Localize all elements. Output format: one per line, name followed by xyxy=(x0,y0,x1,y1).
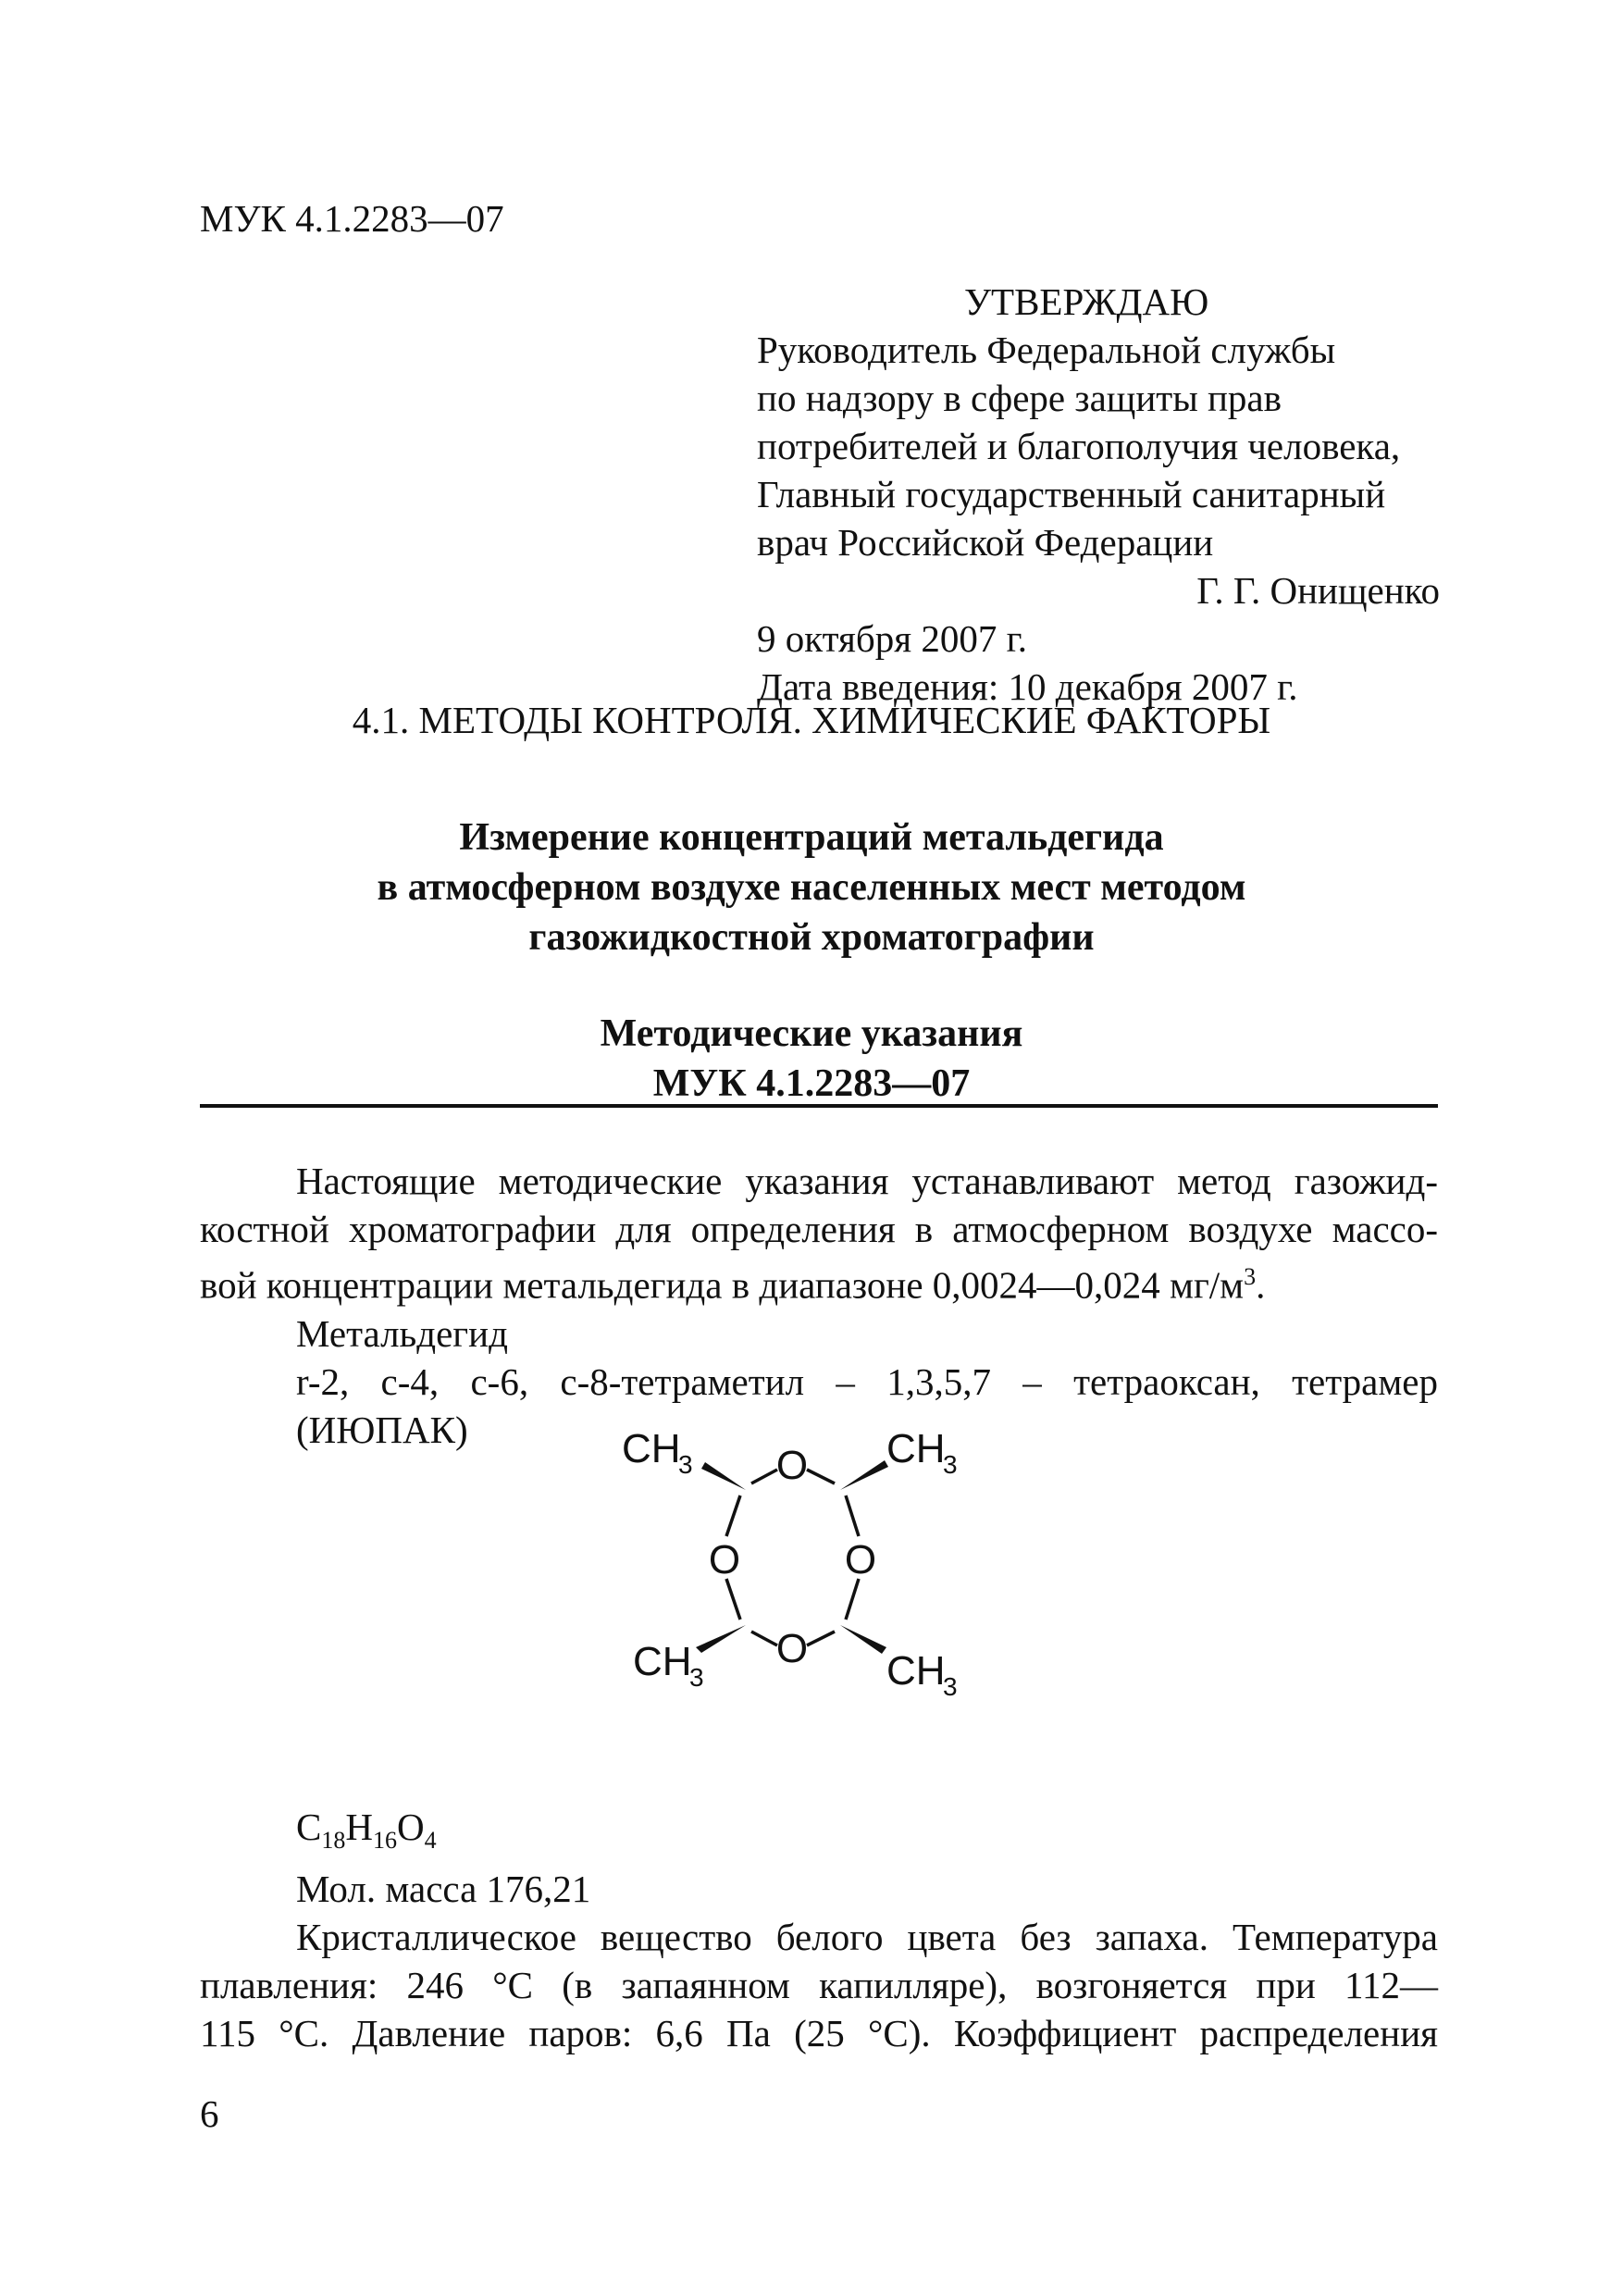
subtitle-code: МУК 4.1.2283—07 xyxy=(652,1062,971,1105)
title-line: Измерение концентраций метальдегида xyxy=(459,816,1164,859)
intro-line-end: . xyxy=(1256,1263,1266,1307)
ring-bond xyxy=(726,1579,740,1620)
ring-bond xyxy=(726,1496,740,1536)
approval-line: по надзору в сфере защиты прав xyxy=(757,377,1282,419)
unit-superscript: 3 xyxy=(1244,1263,1257,1290)
substance-name: Метальдегид xyxy=(296,1311,508,1355)
approval-word: УТВЕРЖДАЮ xyxy=(964,280,1209,323)
methyl-subscript: 3 xyxy=(943,1672,958,1701)
wedge-bond xyxy=(696,1625,746,1653)
oxygen-label: O xyxy=(775,1443,809,1488)
properties-line: Кристаллическое вещество белого цвета без запаха. Температура xyxy=(296,1916,1438,1959)
properties-line: плавления: 246 °С (в запаянном капилляре), возгоняется при 112— xyxy=(200,1964,1438,2007)
formula-subscript: 16 xyxy=(372,1827,397,1855)
methyl-subscript: 3 xyxy=(689,1663,704,1692)
oxygen-label: O xyxy=(775,1626,809,1671)
intro-line: Настоящие методические указания устанавливают метод газожид- xyxy=(296,1160,1438,1202)
wedge-bond xyxy=(840,1460,888,1490)
formula-element: H xyxy=(345,1806,373,1848)
subtitle-line: Методические указания xyxy=(600,1012,1023,1055)
title-line: газожидкостной хроматографии xyxy=(528,916,1095,959)
formula-subscript: 18 xyxy=(321,1827,346,1855)
document-subtitle xyxy=(0,1009,1623,1109)
intro-paragraph xyxy=(200,1157,1438,1454)
title-divider xyxy=(200,1104,1438,1108)
introduction-date: Дата введения: 10 декабря 2007 г. xyxy=(757,665,1298,708)
methyl-label: CH xyxy=(886,1426,946,1471)
methyl-subscript: 3 xyxy=(678,1450,693,1479)
methyl-label: CH xyxy=(622,1426,681,1471)
substance-data xyxy=(200,1803,1438,2057)
page-number: 6 xyxy=(200,2092,219,2135)
formula-element: O xyxy=(396,1806,425,1848)
molecular-formula xyxy=(200,1803,1438,1865)
ring-bond xyxy=(751,1470,777,1483)
formula-element: C xyxy=(296,1806,322,1848)
approval-line: Главный государственный санитарный xyxy=(757,473,1386,515)
methyl-label: CH xyxy=(633,1639,692,1684)
iupac-name: r-2, c-4, c-6, c-8-тетраметил – 1,3,5,7 – тетраоксан, тетрамер (ИЮПАК) xyxy=(296,1359,1438,1451)
formula-subscript: 4 xyxy=(424,1827,437,1855)
properties-line: 115 °С. Давление паров: 6,6 Па (25 °С). Коэффициент распределения xyxy=(200,2012,1438,2055)
approval-block xyxy=(757,278,1442,711)
ring-bond xyxy=(846,1496,859,1536)
wedge-bond xyxy=(701,1462,746,1490)
title-line: в атмосферном воздухе населенных мест методом xyxy=(377,866,1246,909)
document-code: МУК 4.1.2283—07 xyxy=(200,197,504,240)
methyl-label: CH xyxy=(886,1648,946,1694)
approval-line: Руководитель Федеральной службы xyxy=(757,329,1336,371)
metaldehyde-structure xyxy=(592,1425,1055,1758)
oxygen-label: O xyxy=(708,1537,741,1582)
ring-bond xyxy=(751,1632,777,1645)
signatory: Г. Г. Онищенко xyxy=(1196,569,1440,612)
section-heading: 4.1. МЕТОДЫ КОНТРОЛЯ. ХИМИЧЕСКИЕ ФАКТОРЫ xyxy=(352,699,1271,741)
molar-mass: Мол. масса 176,21 xyxy=(296,1868,591,1911)
approval-line: потребителей и благополучия человека, xyxy=(757,425,1401,467)
ring-bond xyxy=(807,1470,835,1483)
intro-line: костной хроматографии для определения в атмосферном воздухе массо- xyxy=(200,1208,1438,1250)
approval-date: 9 октября 2007 г. xyxy=(757,617,1028,660)
approval-line: врач Российской Федерации xyxy=(757,521,1214,564)
oxygen-label: O xyxy=(844,1537,877,1582)
intro-line-text: вой концентрации метальдегида в диапазоне 0,0024—0,024 мг/м xyxy=(200,1263,1245,1307)
ring-bond xyxy=(807,1632,835,1645)
intro-line xyxy=(200,1253,1438,1309)
document-title xyxy=(0,813,1623,962)
methyl-subscript: 3 xyxy=(943,1450,958,1479)
ring-bond xyxy=(846,1579,859,1620)
wedge-bond xyxy=(840,1625,886,1654)
